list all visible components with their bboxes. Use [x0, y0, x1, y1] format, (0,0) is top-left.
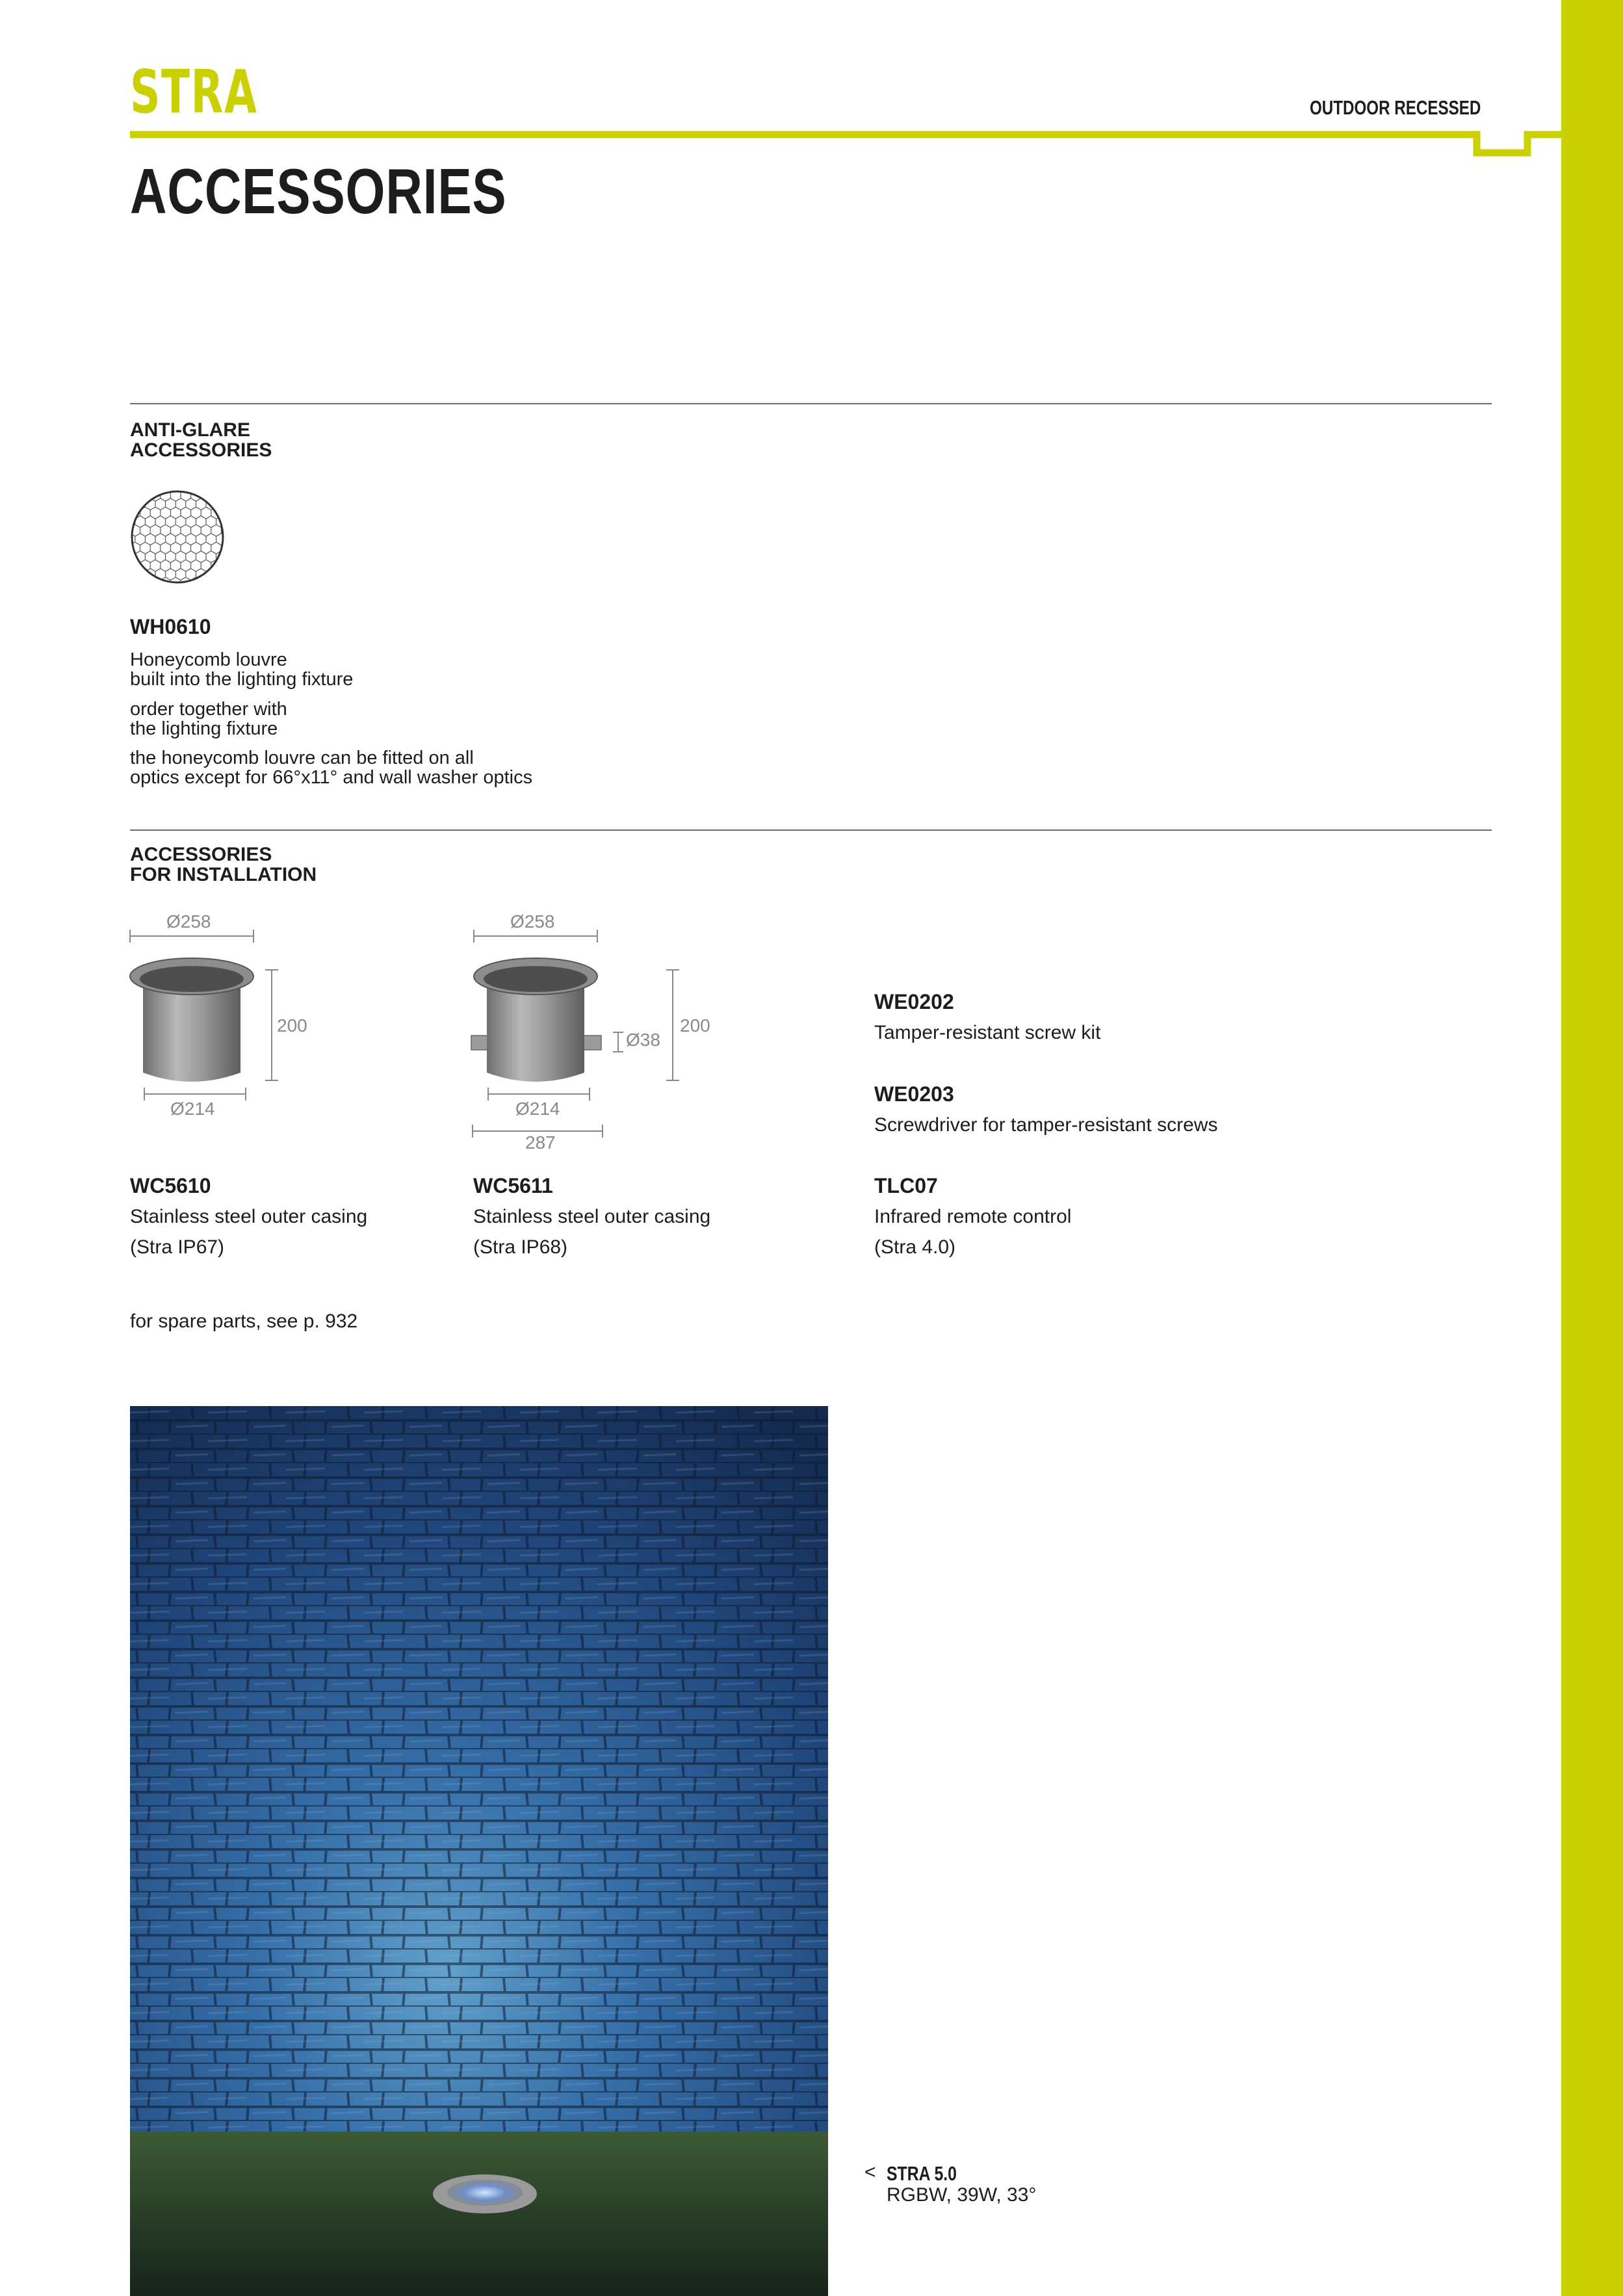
- casing-drawing-wc5610: [123, 910, 292, 1125]
- we0203-desc: Screwdriver for tamper-resistant screws: [874, 1114, 1218, 1136]
- wc5611-desc-1: Stainless steel outer casing: [473, 1206, 711, 1227]
- product-code-tlc07: TLC07: [874, 1174, 938, 1197]
- dim-total-width: 287: [525, 1132, 556, 1153]
- section-divider: [130, 829, 1492, 831]
- caption-product-spec: RGBW, 39W, 33°: [887, 2184, 1037, 2206]
- honeycomb-louvre-icon: [130, 489, 225, 584]
- product-code-we0203: WE0203: [874, 1082, 954, 1106]
- section-divider: [130, 403, 1492, 404]
- dim-bottom-diameter: Ø214: [170, 1099, 215, 1119]
- caption-product-name: STRA 5.0: [887, 2162, 957, 2185]
- dim-top-diameter: Ø258: [166, 911, 211, 932]
- wh0610-desc-4: the lighting fixture: [130, 718, 278, 739]
- installation-heading: ACCESSORIES FOR INSTALLATION: [130, 844, 317, 885]
- dim-height: 200: [277, 1015, 307, 1036]
- wh0610-desc-6: optics except for 66°x11° and wall washer optics: [130, 767, 533, 788]
- product-photo: [130, 1406, 828, 2296]
- product-code-wh0610: WH0610: [130, 615, 211, 638]
- wh0610-desc-1: Honeycomb louvre: [130, 649, 287, 670]
- wc5610-desc-1: Stainless steel outer casing: [130, 1206, 368, 1227]
- product-code-wc5610: WC5610: [130, 1174, 211, 1197]
- category-label: OUTDOOR RECESSED: [1310, 96, 1481, 119]
- wh0610-desc-3: order together with: [130, 699, 287, 720]
- dim-height: 200: [680, 1015, 710, 1036]
- spare-parts-note: for spare parts, see p. 932: [130, 1311, 358, 1332]
- tlc07-desc-1: Infrared remote control: [874, 1206, 1072, 1227]
- wh0610-desc-2: built into the lighting fixture: [130, 669, 354, 690]
- tlc07-desc-2: (Stra 4.0): [874, 1236, 956, 1258]
- wc5610-desc-2: (Stra IP67): [130, 1236, 225, 1258]
- caption-arrow: <: [864, 2161, 876, 2183]
- anti-glare-heading: ANTI-GLARE ACCESSORIES: [130, 419, 272, 461]
- product-code-wc5611: WC5611: [473, 1174, 553, 1197]
- wh0610-desc-5: the honeycomb louvre can be fitted on all: [130, 748, 474, 768]
- product-code-we0202: WE0202: [874, 990, 954, 1013]
- brand-title: STRA: [130, 57, 258, 127]
- page-title: ACCESSORIES: [130, 155, 507, 227]
- dim-top-diameter: Ø258: [510, 911, 555, 932]
- wc5611-desc-2: (Stra IP68): [473, 1236, 568, 1258]
- accent-side-band: [1561, 0, 1623, 2296]
- dim-side-diameter: Ø38: [626, 1030, 660, 1050]
- dim-bottom-diameter: Ø214: [515, 1099, 560, 1119]
- we0202-desc: Tamper-resistant screw kit: [874, 1022, 1101, 1043]
